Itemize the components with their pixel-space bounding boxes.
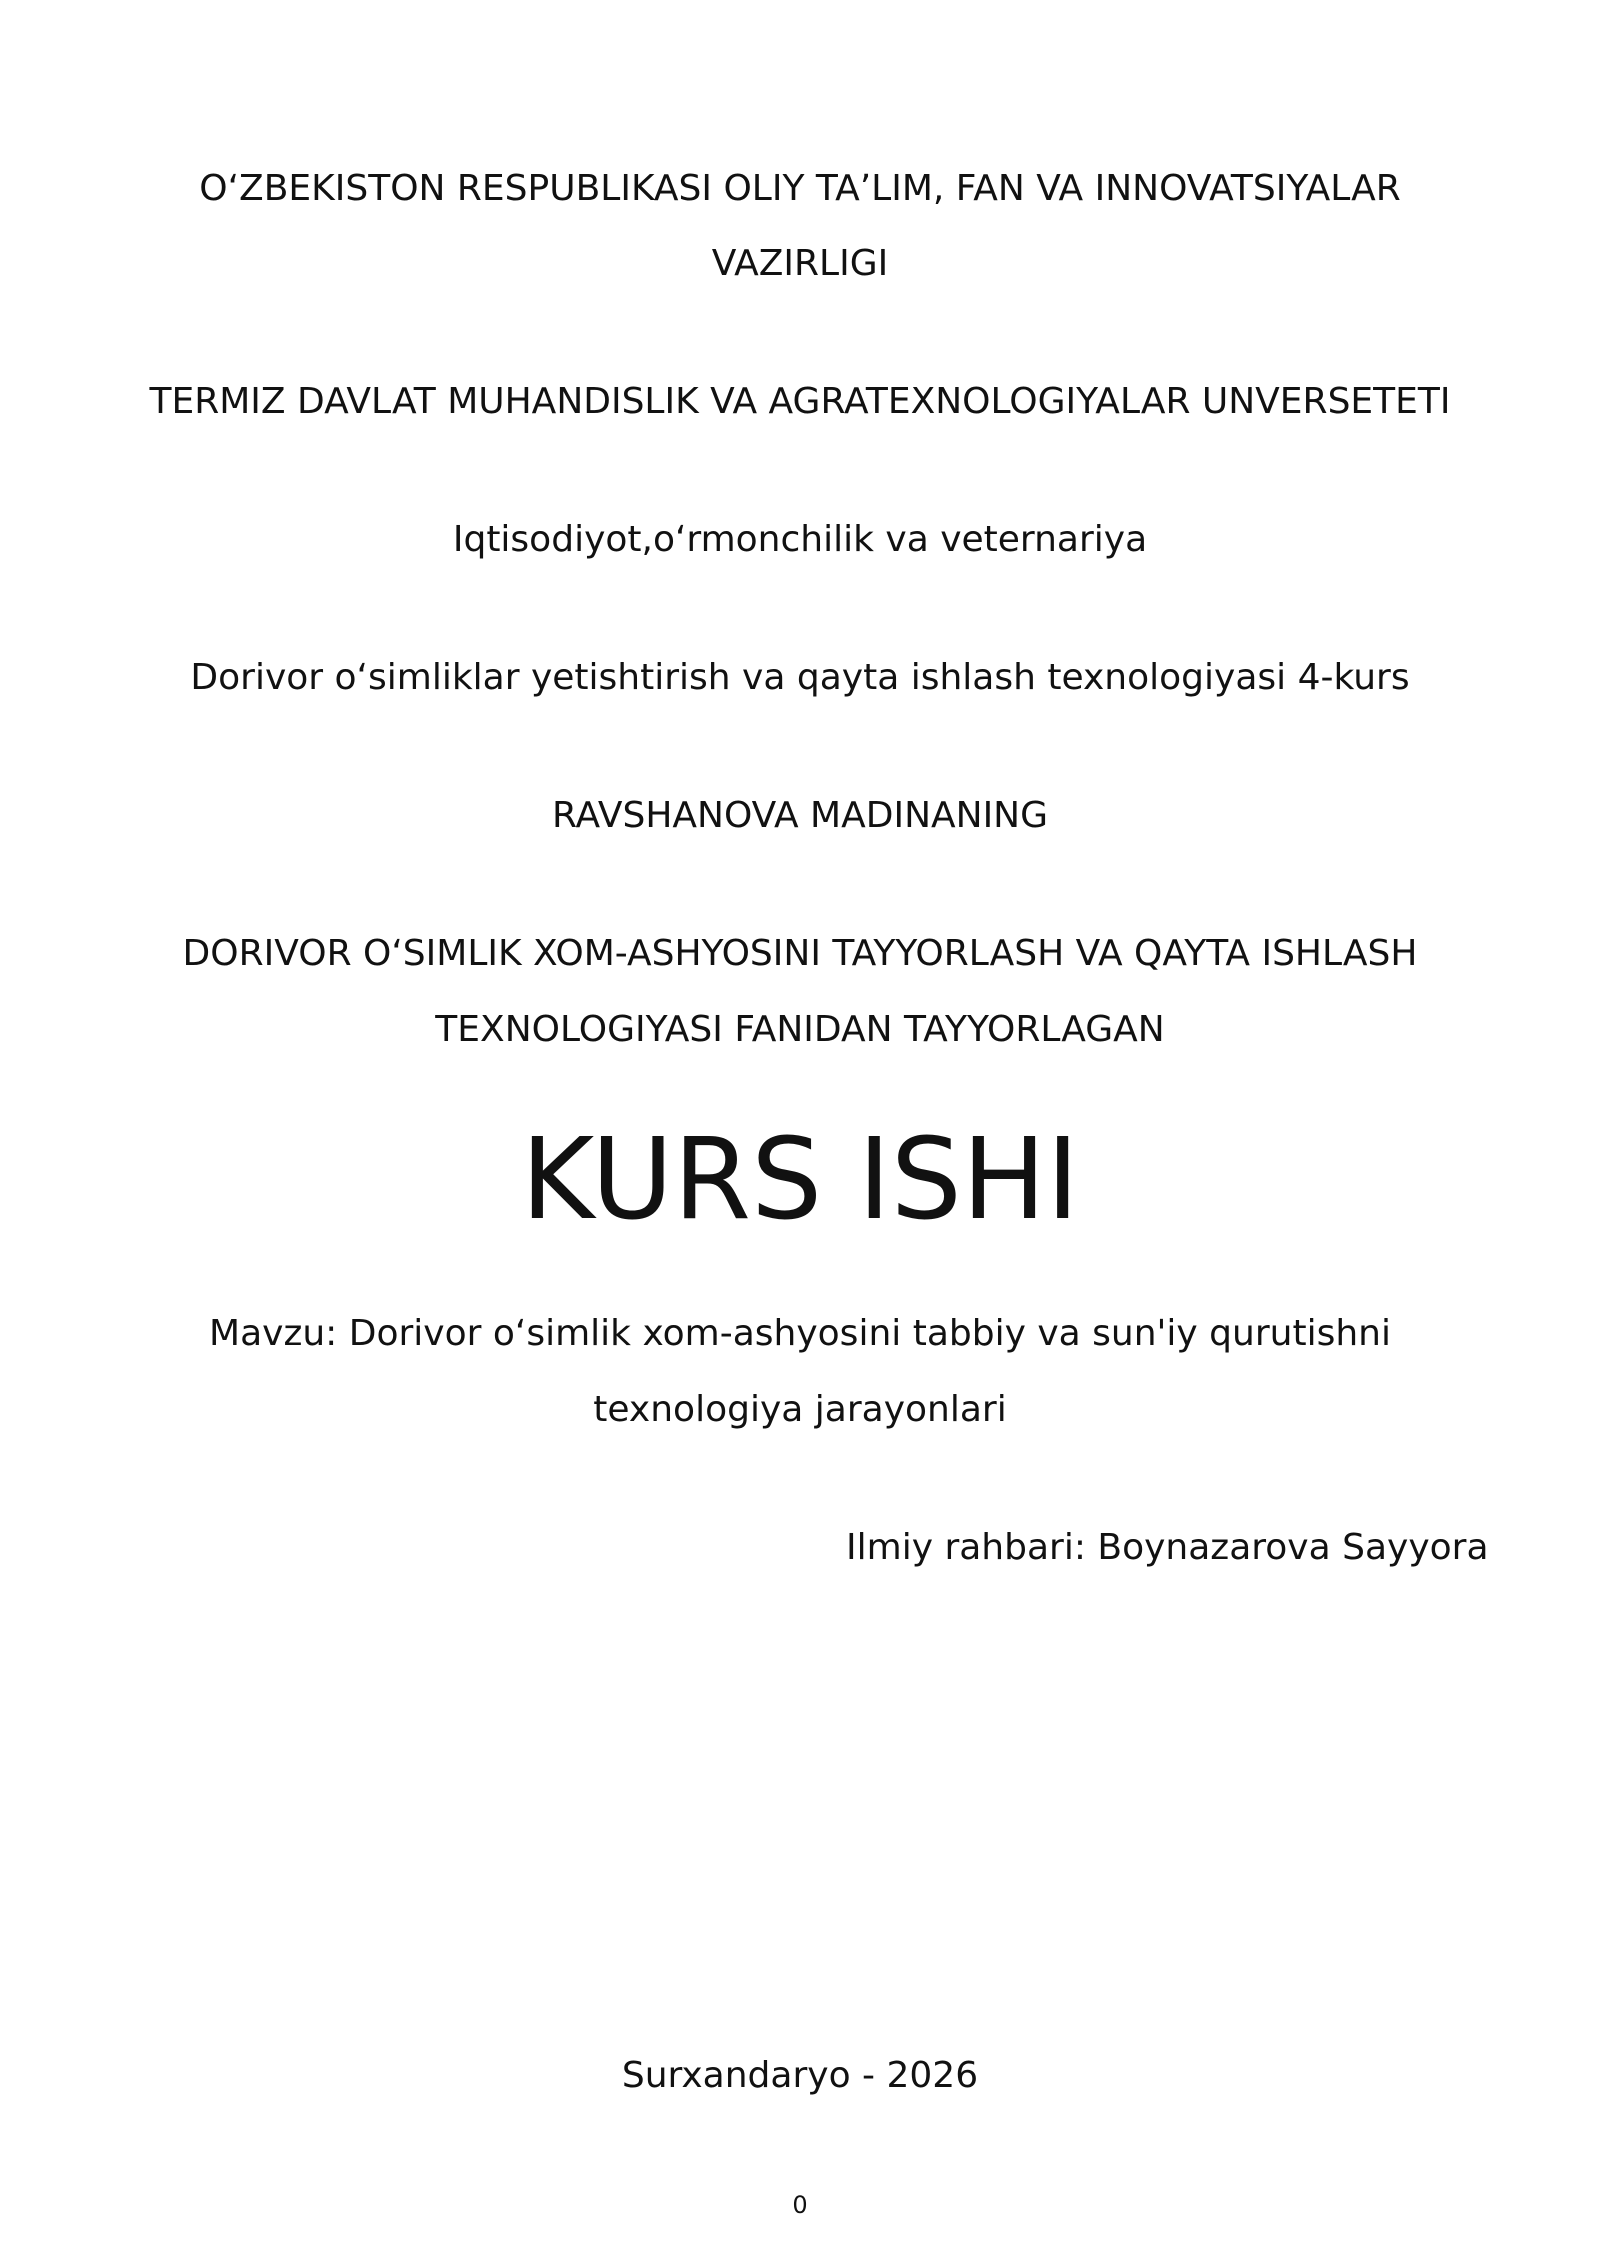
ministry-line-2: VAZIRLIGI (711, 243, 889, 284)
student-name: RAVSHANOVA MADINANING (551, 795, 1049, 836)
ministry-line-1: O‘ZBEKISTON RESPUBLIKASI OLIY TA’LIM, FAN VA INNOVATSIYALAR (199, 168, 1401, 209)
document-title: KURS ISHI (520, 1115, 1080, 1245)
topic-line-2: texnologiya jarayonlari (593, 1389, 1007, 1430)
subject-line-1: DORIVOR O‘SIMLIK XOM-ASHYOSINI TAYYORLASH VA QAYTA ISHLASH (182, 933, 1418, 974)
place-year: Surxandaryo - 2026 (621, 2055, 979, 2096)
faculty-name: Iqtisodiyot,o‘rmonchilik va veternariya (452, 519, 1148, 560)
page-number: 0 (792, 2191, 808, 2219)
program-name: Dorivor o‘simliklar yetishtirish va qayta ishlash texnologiyasi 4-kurs (190, 657, 1410, 698)
university-name: TERMIZ DAVLAT MUHANDISLIK VA AGRATEXNOLOGIYALAR UNVERSETETI (149, 381, 1451, 422)
supervisor: Ilmiy rahbari: Boynazarova Sayyora (846, 1527, 1489, 1568)
topic-line-1: Mavzu: Dorivor o‘simlik xom-ashyosini tabbiy va sun'iy qurutishni (209, 1313, 1391, 1354)
subject-line-2: TEXNOLOGIYASI FANIDAN TAYYORLAGAN (435, 1009, 1165, 1050)
